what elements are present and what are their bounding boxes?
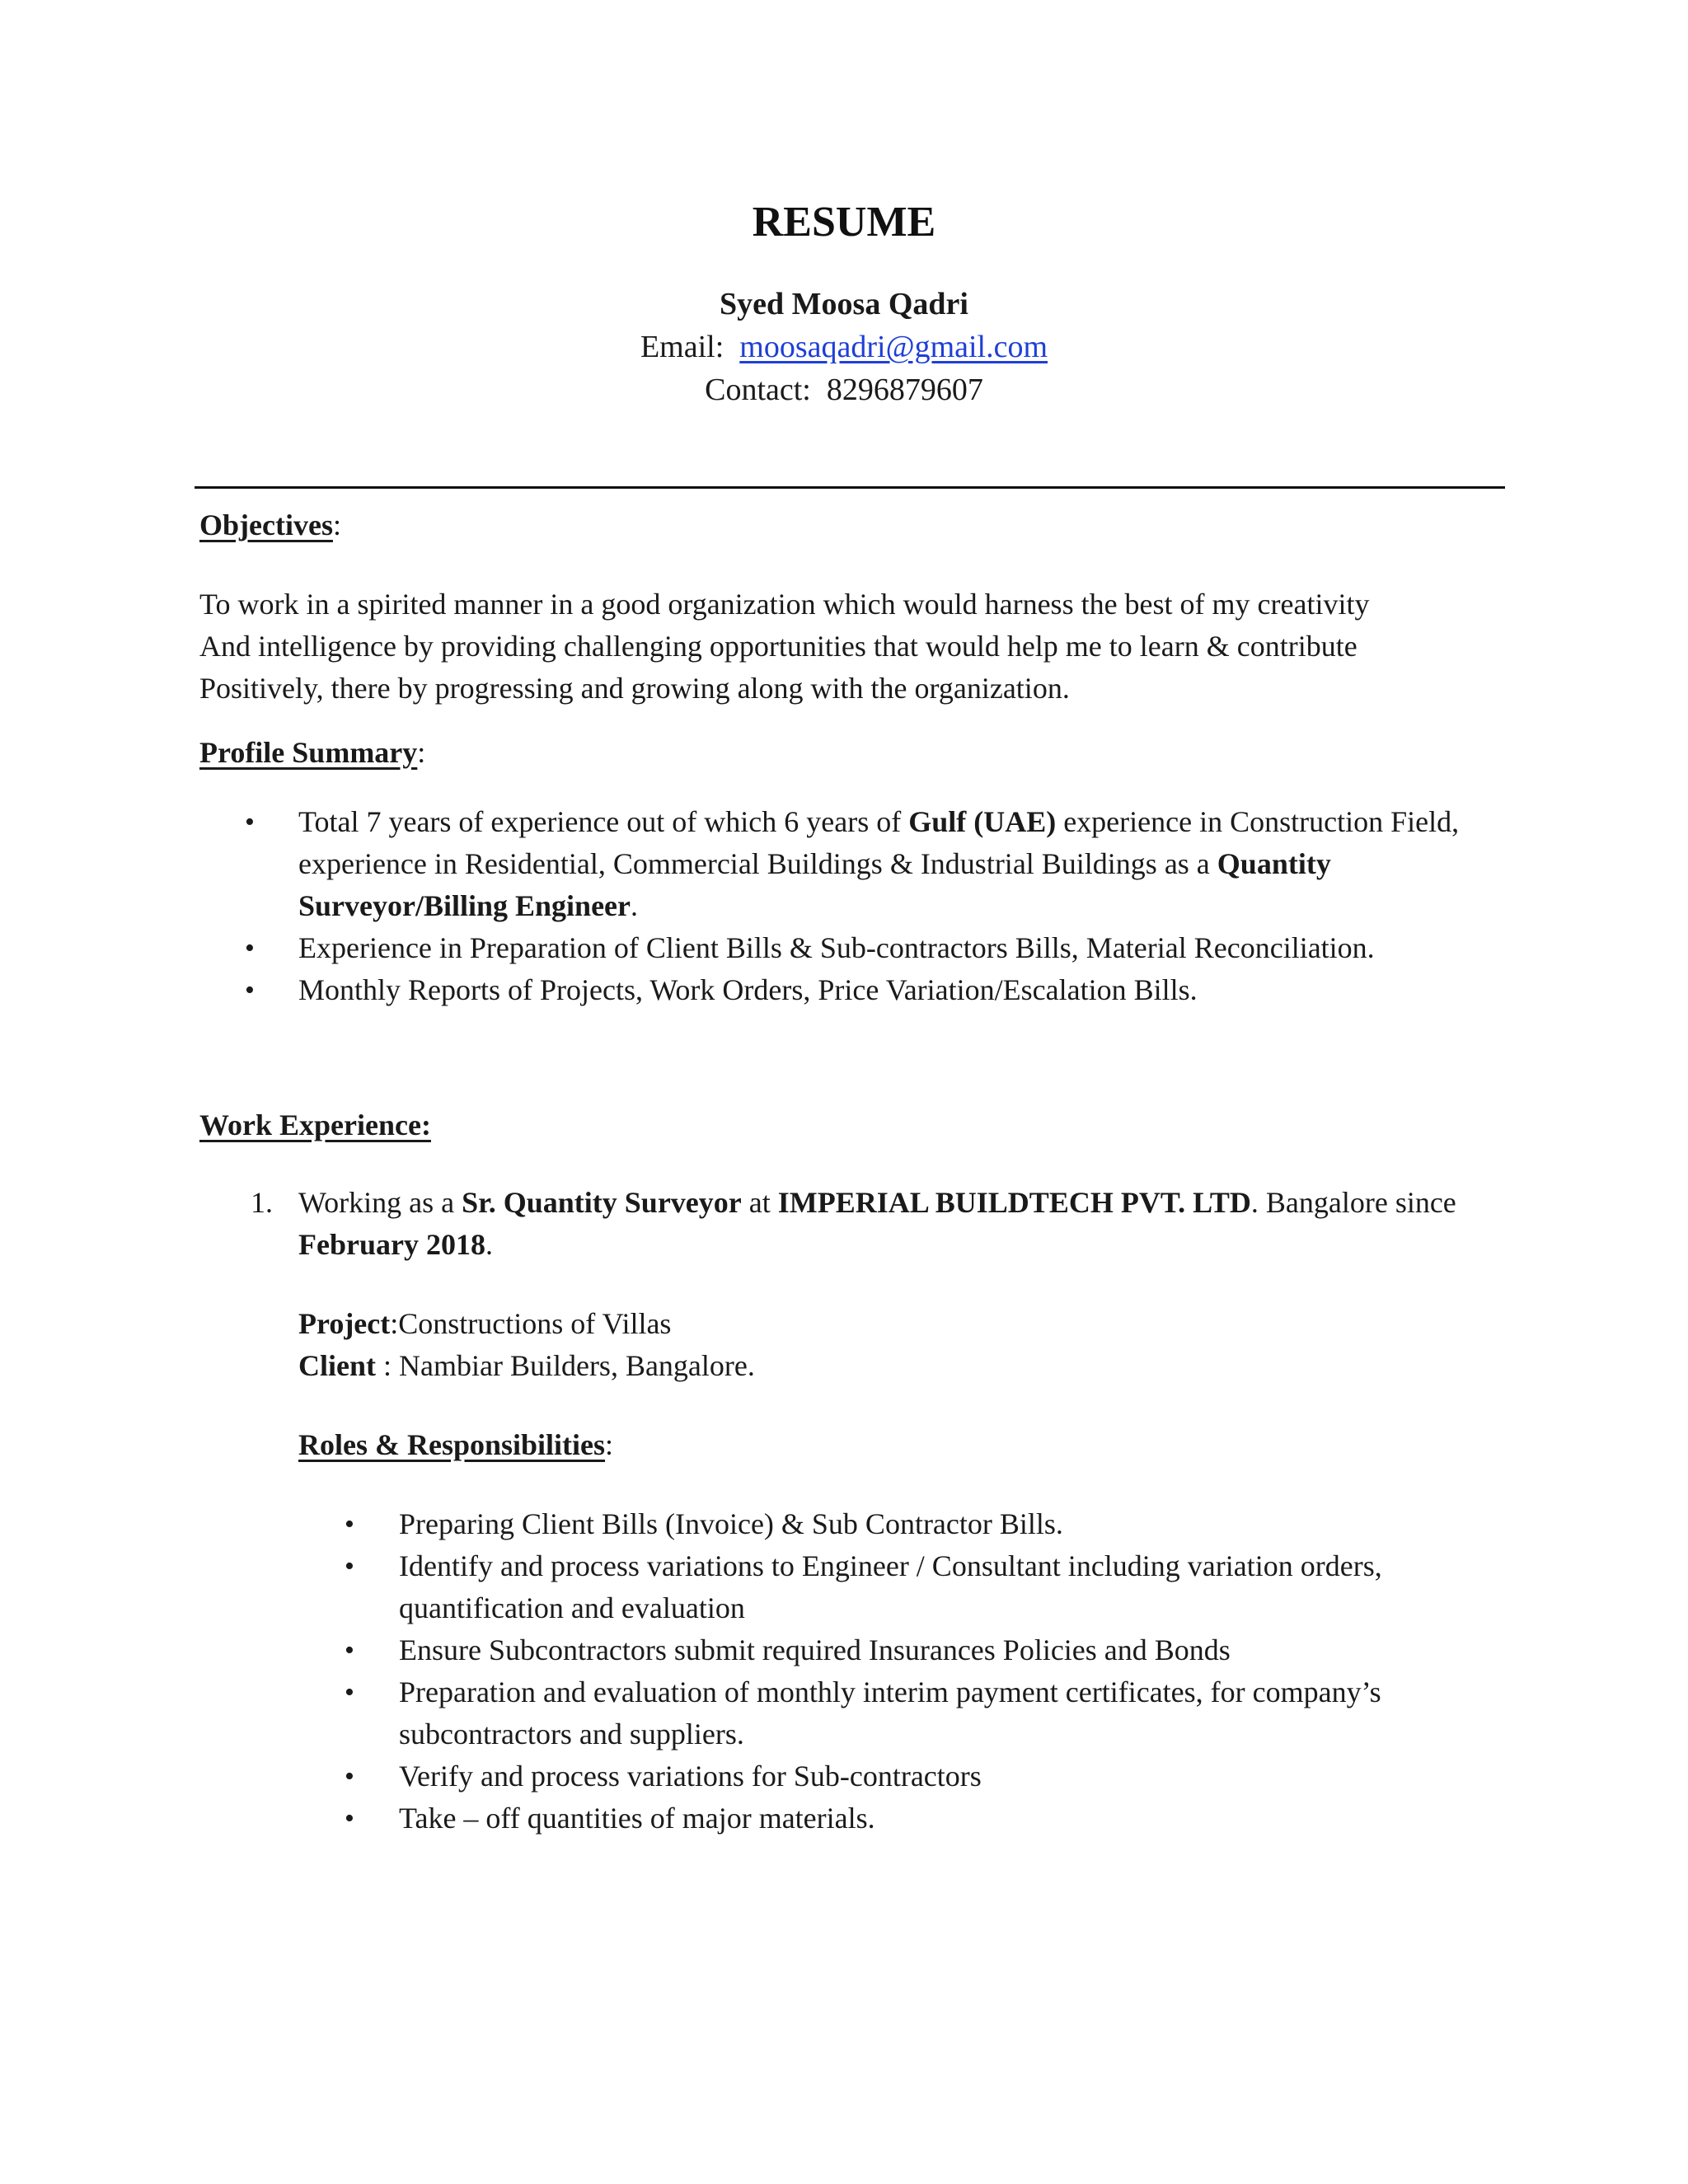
job-summary: Working as a Sr. Quantity Surveyor at IMPERIAL BUILDTECH PVT. LTD. Bangalore since February 2018. <box>298 1186 1456 1261</box>
client-value: : Nambiar Builders, Bangalore. <box>376 1349 755 1382</box>
page-title: RESUME <box>752 199 936 246</box>
header-divider <box>195 486 1505 489</box>
profile-summary-list <box>199 801 1518 1011</box>
list-item: • Take – off quantities of major materials. <box>199 1797 1518 1840</box>
job-entry: 1. Working as a Sr. Quantity Surveyor at IMPERIAL BUILDTECH PVT. LTD. Bangalore since February 2018. Project:Constructions of Villas Client : Nambiar Builders, Bangalore. Roles & Responsibilities: <box>199 1182 1518 1466</box>
email-line <box>0 326 1688 368</box>
project-value: :Constructions of Villas <box>390 1307 672 1340</box>
contact-label: Contact: <box>705 373 811 407</box>
work-experience-heading: Work Experience: <box>199 1108 431 1141</box>
project-line <box>298 1303 1518 1345</box>
objectives-section: Objectives: To work in a spirited manner in a good organization which would harness the best of my creativity And intelligence by providing challenging opportunities that would help me to learn & contribute Positively, there by progressing and growing along with the organization. <box>199 504 1518 710</box>
list-item: • Total 7 years of experience out of which 6 years of Gulf (UAE) experience in Construction Field, experience in Residential, Commercial Buildings & Industrial Buildings as a Quantity Surveyor/Billing Engineer. <box>199 801 1518 927</box>
list-item: • Experience in Preparation of Client Bills & Sub-contractors Bills, Material Reconciliation. <box>199 927 1518 969</box>
client-line <box>298 1345 1518 1387</box>
email-link[interactable]: moosaqadri@gmail.com <box>739 330 1048 364</box>
list-item: • Ensure Subcontractors submit required Insurances Policies and Bonds <box>199 1629 1518 1671</box>
objective-line: And intelligence by providing challenging opportunities that would help me to learn & contribute <box>199 630 1357 663</box>
profile-summary-section: Profile Summary: • Total 7 years of experience out of which 6 years of Gulf (UAE) experience in Construction Field, experience in Residential, Commercial Buildings & Industrial Buildings as a Quantity Surveyor/Billing Engineer. • Experience in Preparation of Client Bills & Sub-contractors Bills, Material Reconciliation. • Monthly Reports of Projects, Work Orders, Price Variation/Escalation Bills. <box>199 732 1518 1011</box>
objectives-heading: Objectives <box>199 509 333 541</box>
profile-summary-heading: Profile Summary <box>199 736 418 769</box>
contact-number: 8296879607 <box>826 373 983 407</box>
job-number: 1. <box>251 1186 273 1219</box>
objective-line: Positively, there by progressing and growing along with the organization. <box>199 672 1070 705</box>
list-item: • Preparing Client Bills (Invoice) & Sub Contractor Bills. <box>199 1503 1518 1545</box>
list-item: • Preparation and evaluation of monthly interim payment certificates, for company’s subcontractors and suppliers. <box>199 1671 1518 1755</box>
objective-line: To work in a spirited manner in a good organization which would harness the best of my creativity <box>199 588 1370 621</box>
client-label: Client <box>298 1349 376 1382</box>
responsibilities-list <box>199 1503 1518 1840</box>
list-item: • Verify and process variations for Sub-contractors <box>199 1755 1518 1797</box>
list-item: • Identify and process variations to Engineer / Consultant including variation orders, quantification and evaluation <box>199 1545 1518 1629</box>
work-experience-section <box>199 1104 1518 1840</box>
email-label: Email: <box>640 330 724 364</box>
project-label: Project <box>298 1307 391 1340</box>
candidate-name: Syed Moosa Qadri <box>720 287 968 321</box>
list-item: • Monthly Reports of Projects, Work Orders, Price Variation/Escalation Bills. <box>199 969 1518 1011</box>
roles-heading: Roles & Responsibilities <box>298 1428 606 1461</box>
contact-line <box>0 369 1688 410</box>
